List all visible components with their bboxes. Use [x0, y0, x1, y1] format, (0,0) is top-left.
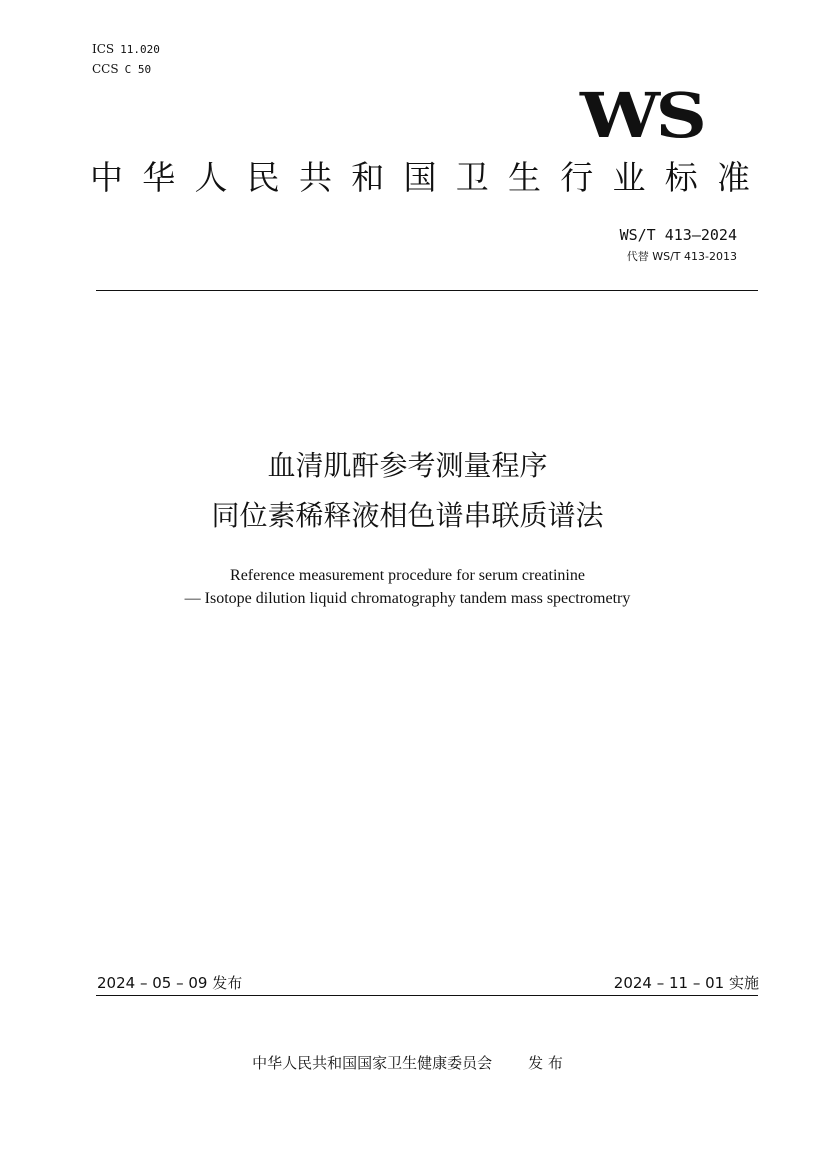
title-char: 和: [351, 158, 385, 197]
issuer-action: 发 布: [528, 1054, 563, 1072]
issue-date: 2024 – 05 – 09 发布: [97, 974, 243, 992]
document-title-en-line1: Reference measurement procedure for serum creatinine: [230, 567, 585, 584]
ccs-code: [92, 62, 151, 77]
header-divider: [96, 290, 758, 291]
title-char: 标: [664, 158, 698, 197]
title-char: 业: [612, 158, 646, 197]
footer-divider: [96, 995, 758, 996]
ics-code: [92, 42, 160, 57]
title-char: 民: [246, 158, 280, 197]
implement-date: 2024 – 11 – 01 实施: [613, 974, 759, 992]
title-char: 行: [560, 158, 594, 197]
standard-number: WS/T 413—2024: [619, 226, 737, 244]
title-char: 华: [142, 158, 176, 197]
document-title-cn-line2: 同位素稀释液相色谱串联质谱法: [211, 499, 604, 532]
issuer-org: 中华人民共和国国家卫生健康委员会: [252, 1054, 493, 1072]
title-char: 人: [194, 158, 228, 197]
title-char: 生: [508, 158, 541, 197]
standard-category-title: [90, 156, 750, 200]
issuer-line: [0, 1052, 815, 1074]
title-char: 准: [717, 158, 750, 197]
document-title-en-line2: — Isotope dilution liquid chromatography tandem mass spectrometry: [184, 590, 631, 607]
ws-logo: WS: [579, 79, 702, 152]
document-title-cn-line1: 血清肌酐参考测量程序: [267, 449, 548, 482]
ccs-value: C 50: [124, 63, 152, 76]
ics-value: 11.020: [120, 43, 160, 56]
ics-label: ICS: [92, 42, 115, 56]
title-char: 国: [403, 158, 437, 197]
title-char: 卫: [455, 158, 489, 197]
replaces-note: 代替 WS/T 413-2013: [626, 250, 737, 263]
title-char: 中: [90, 158, 123, 197]
ccs-label: CCS: [92, 62, 119, 76]
title-char: 共: [299, 158, 332, 197]
